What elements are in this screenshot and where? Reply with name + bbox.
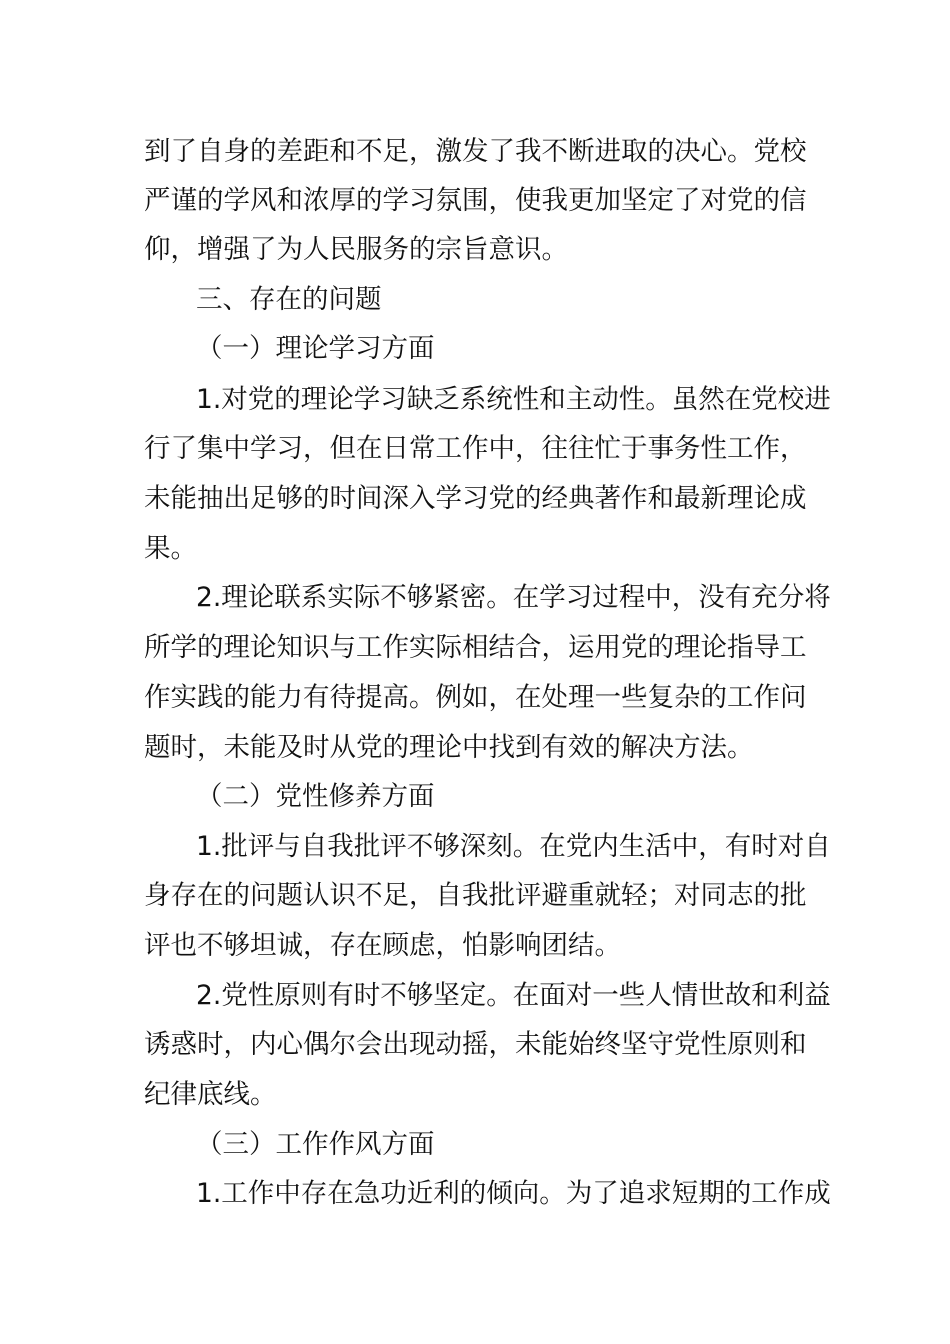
body-text-line: 果。 — [144, 533, 197, 564]
section-heading: 三、存在的问题 — [196, 284, 382, 315]
body-text-line: 题时，未能及时从党的理论中找到有效的解决方法。 — [144, 732, 754, 763]
body-text-line: 行了集中学习，但在日常工作中，往往忙于事务性工作， — [144, 433, 807, 464]
body-text-line: 2.理论联系实际不够紧密。在学习过程中，没有充分将 — [196, 582, 831, 613]
body-text-line: 仰，增强了为人民服务的宗旨意识。 — [144, 234, 568, 265]
body-text-line: 2.党性原则有时不够坚定。在面对一些人情世故和利益 — [196, 980, 831, 1011]
body-text-line: 1.批评与自我批评不够深刻。在党内生活中，有时对自 — [196, 831, 831, 862]
subsection-heading: （二）党性修养方面 — [196, 781, 435, 812]
body-text-line: 1.对党的理论学习缺乏系统性和主动性。虽然在党校进 — [196, 384, 831, 415]
body-text-line: 身存在的问题认识不足，自我批评避重就轻；对同志的批 — [144, 880, 807, 911]
body-text-line: 评也不够坦诚，存在顾虑，怕影响团结。 — [144, 930, 621, 961]
body-text-line: 未能抽出足够的时间深入学习党的经典著作和最新理论成 — [144, 483, 807, 514]
subsection-heading: （三）工作作风方面 — [196, 1129, 435, 1160]
body-text-line: 1.工作中存在急功近利的倾向。为了追求短期的工作成 — [196, 1178, 831, 1209]
body-text-line: 所学的理论知识与工作实际相结合，运用党的理论指导工 — [144, 632, 807, 663]
body-text-line: 纪律底线。 — [144, 1079, 277, 1110]
body-text-line: 严谨的学风和浓厚的学习氛围，使我更加坚定了对党的信 — [144, 185, 807, 216]
body-text-line: 作实践的能力有待提高。例如，在处理一些复杂的工作问 — [144, 682, 807, 713]
body-text-line: 到了自身的差距和不足，激发了我不断进取的决心。党校 — [144, 136, 807, 167]
subsection-heading: （一）理论学习方面 — [196, 333, 435, 364]
body-text-line: 诱惑时，内心偶尔会出现动摇，未能始终坚守党性原则和 — [144, 1029, 807, 1060]
